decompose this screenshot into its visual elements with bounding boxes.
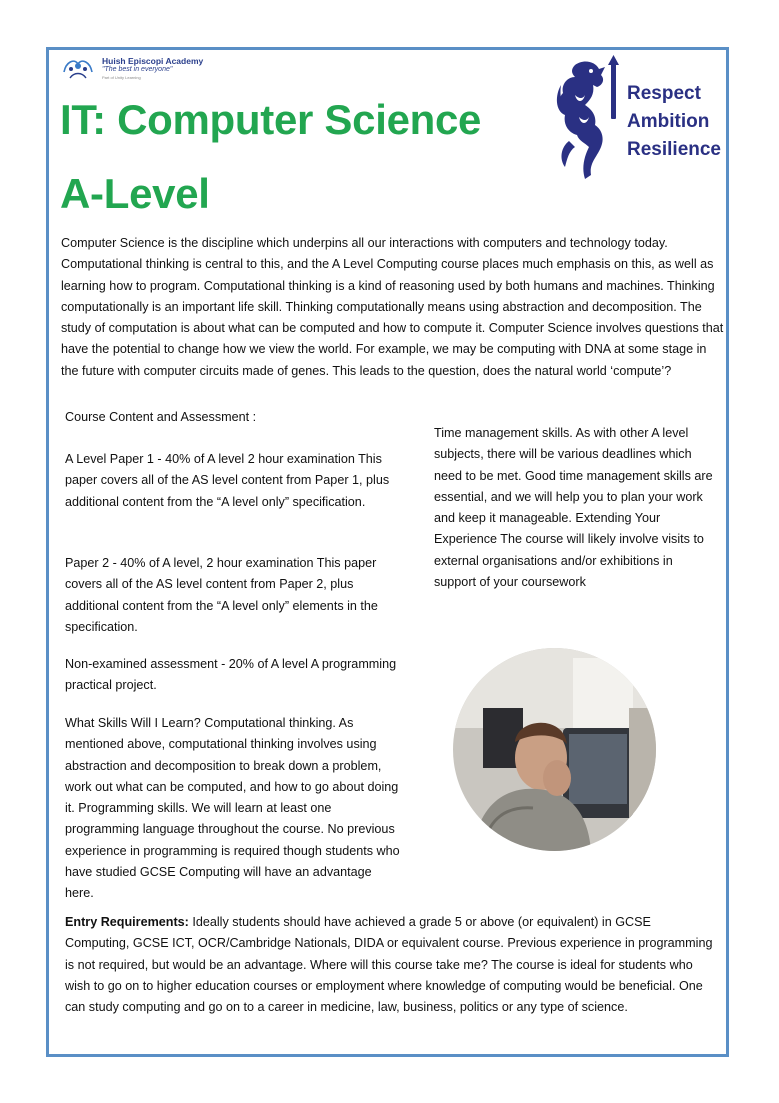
dragon-crest-icon bbox=[555, 55, 627, 185]
school-values bbox=[627, 80, 721, 164]
school-name: Huish Episcopi Academy bbox=[102, 56, 204, 66]
value-ambition: Ambition bbox=[627, 111, 710, 132]
value-resilience: Resilience bbox=[627, 139, 721, 160]
school-tagline: "The best in everyone" bbox=[102, 66, 173, 73]
page-title: IT: Computer Science bbox=[60, 96, 482, 143]
value-respect: Respect bbox=[627, 83, 701, 104]
nea-paragraph: Non-examined assessment - 20% of A level A programming practical project. bbox=[65, 657, 397, 693]
school-logo bbox=[58, 54, 258, 84]
paper2-paragraph: Paper 2 - 40% of A level, 2 hour examination This paper covers all of the AS level content from Paper 2, plus additional content from the “A level only” elements in the specification. bbox=[65, 556, 378, 634]
course-content-heading: Course Content and Assessment : bbox=[65, 410, 257, 424]
paper1-paragraph: A Level Paper 1 - 40% of A level 2 hour examination This paper covers all of the AS level content from Paper 1, plus additional content from the “A level only” specification. bbox=[65, 452, 390, 509]
entry-requirements-text: Ideally students should have achieved a grade 5 or above (or equivalent) in GCSE Computing, GCSE ICT, OCR/Cambridge Nationals, DIDA or equivalent course. Previous experience in programming is not required, but would be an advantage. Where will this course take me? The course is ideal for students who wish to go on to higher education courses or employment where knowledge of computing would be beneficial. One can study computing and go on to a career in medicine, law, business, politics or any type of science. bbox=[65, 915, 713, 1015]
student-photo bbox=[453, 648, 656, 851]
school-logo-icon bbox=[58, 54, 98, 84]
intro-paragraph: Computer Science is the discipline which underpins all our interactions with computers and technology today. Computational thinking is central to this, and the A Level Computing course places much emphasis on this, as well as learning how to program. Computational thinking is a kind of reasoning used by both humans and machines. Thinking computationally is an important life skill. Thinking computationally means using abstraction and decomposition. The study of computation is about what can be computed and how to compute it. Computer Science involves questions that have the potential to change how we view the world. For example, we may be computing with DNA at some stage in the future with computer circuits made of genes. This leads to the question, does the natural world ‘compute’? bbox=[61, 236, 724, 378]
page-subtitle: A-Level bbox=[60, 170, 210, 217]
skills-paragraph: What Skills Will I Learn? Computational thinking. As mentioned above, computational thinking involves using abstraction and decomposition to break down a problem, work out what can be computed, and how to go about doing it. Programming skills. We will learn at least one programming language throughout the course. No previous experience in programming is required though students who have studied GCSE Computing will have an advantage here. bbox=[65, 716, 400, 901]
school-subline: Part of Unity Learning bbox=[102, 75, 141, 80]
time-management-paragraph: Time management skills. As with other A level subjects, there will be various deadlines which need to be met. Good time management skills are essential, and we will help you to plan your work and keep it manageable. Extending Your Experience The course will likely involve visits to external organisations and/or exhibitions in support of your coursework bbox=[434, 426, 713, 590]
entry-requirements-label: Entry Requirements: bbox=[65, 915, 189, 929]
entry-requirements-paragraph bbox=[65, 912, 717, 1018]
